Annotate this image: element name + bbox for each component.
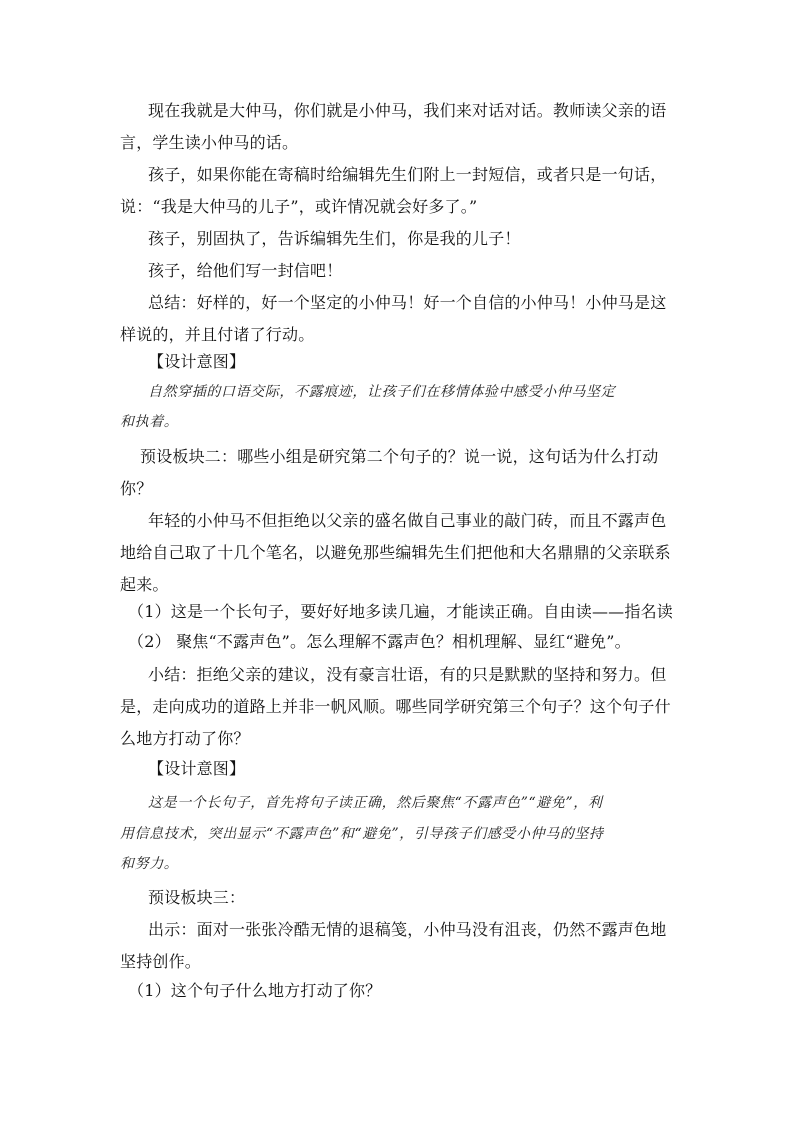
paragraph-line: 总结：好样的，好一个坚定的小仲马！好一个自信的小仲马！小仲马是这 [148,293,667,312]
paragraph-line: 孩子，别固执了，告诉编辑先生们，你是我的儿子！ [148,229,521,248]
paragraph-line: 年轻的小仲马不但拒绝以父亲的盛名做自己事业的敲门砖，而且不露声色 [148,511,667,530]
paragraph-line: 是，走向成功的道路上并非一帆风顺。哪些同学研究第三个句子？这个句子什 [120,697,671,716]
paragraph-line: 地给自己取了十几个笔名，以避免那些编辑先生们把他和大名鼎鼎的父亲联系 [120,543,671,562]
paragraph-line: 你？ [120,479,153,498]
paragraph-line: 言，学生读小仲马的话。 [120,133,299,152]
list-item: （1）这是一个长句子，要好好地多读几遍，才能读正确。自由读——指名读 [128,602,673,621]
paragraph-line: 出示：面对一张张冷酷无情的退稿笺，小仲马没有沮丧，仍然不露声色地 [148,920,667,939]
section-heading: 预设板块二：哪些小组是研究第二个句子的？说一说，这句话为什么打动 [140,447,659,466]
design-intent-text: 这是一个长句子，首先将句子读正确，然后聚焦“不露声色”“避免”，利 [148,795,603,811]
paragraph-line: 现在我就是大仲马，你们就是小仲马，我们来对话对话。教师读父亲的语 [148,101,667,120]
section-heading: 预设板块三： [148,888,246,907]
paragraph-line: 小结：拒绝父亲的建议，没有豪言壮语，有的只是默默的坚持和努力。但 [148,665,667,684]
design-intent-text: 和努力。 [120,856,179,872]
paragraph-line: 起来。 [120,575,169,594]
paragraph-line: 孩子，如果你能在寄稿时给编辑先生们附上一封短信，或者只是一句话， [148,165,667,184]
paragraph-line: 孩子，给他们写一封信吧！ [148,261,343,280]
paragraph-line: 样说的，并且付诸了行动。 [120,325,315,344]
design-intent-heading: 【设计意图】 [148,352,246,371]
list-item: （1）这个句子什么地方打动了你？ [128,981,382,1000]
paragraph-line: 说：“我是大仲马的儿子”，或许情况就会好多了。” [120,197,478,216]
design-intent-text: 自然穿插的口语交际，不露痕迹，让孩子们在移情体验中感受小仲马坚定 [148,384,616,400]
design-intent-text: 和执着。 [120,414,179,430]
list-item: （2） 聚焦“不露声色”。怎么理解不露声色？相机理解、显红“避免”。 [128,632,631,651]
design-intent-heading: 【设计意图】 [148,759,246,778]
design-intent-text: 用信息技术，突出显示“不露声色”和“避免”，引导孩子们感受小仲马的坚持 [120,826,604,842]
paragraph-line: 么地方打动了你？ [120,729,250,748]
paragraph-line: 坚持创作。 [120,952,202,971]
